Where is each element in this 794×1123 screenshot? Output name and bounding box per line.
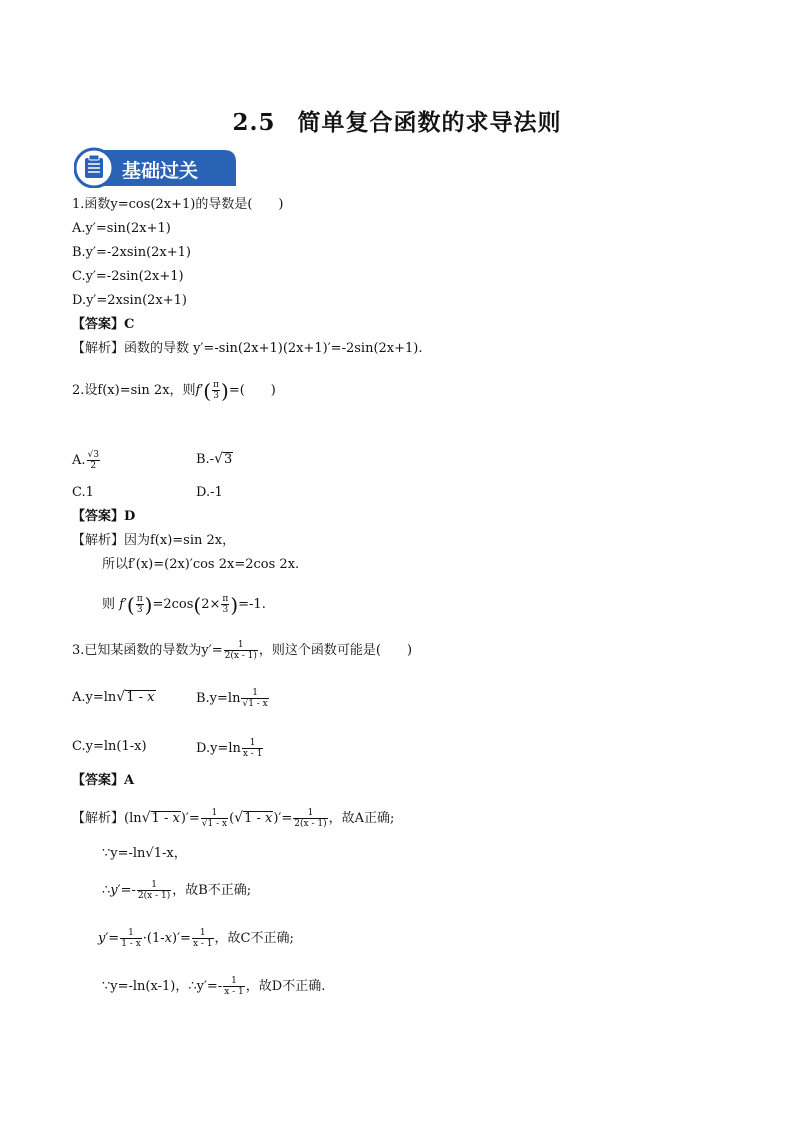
q3-stem-post: ，则这个函数可能是( ) [258, 643, 413, 658]
q3-option-c: C.y=ln(1-x) [72, 739, 147, 754]
q3-stem-pre: 3.已知某函数的导数为y′= [72, 643, 223, 658]
q1-analysis: 【解析】函数的导数 y′=-sin(2x+1)(2x+1)′=-2sin(2x+1). [72, 341, 423, 356]
q3-option-b: B.y=ln $\frac{1}{√1 - x}$ [196, 688, 268, 709]
q3-analysis-1-post: ，故A正确; [328, 811, 395, 826]
q2-option-b-label: B.- [196, 452, 215, 467]
q1-option-d: D.y′=2xsin(2x+1) [72, 293, 187, 308]
section-number: 2.5 [232, 109, 276, 136]
q3-analysis-3: ∴y′=- $\frac{1}{2(x - 1)}$ ，故B不正确; [102, 880, 252, 901]
q3-option-a-label: A.y=ln [72, 690, 117, 705]
q2-option-c: C.1 [72, 485, 94, 500]
q3-analysis-5-pre: ∵y=-ln(x-1)，∴y′=- [102, 979, 223, 994]
q3-analysis-4-post: ，故C不正确; [214, 931, 294, 946]
q2-option-b: B.-√3 [196, 451, 233, 467]
banner-label: 基础过关 [122, 160, 199, 182]
q3-analysis-5: ∵y=-ln(x-1)，∴y′=- $\frac{1}{x - 1}$ ，故D不正确. [102, 976, 326, 997]
q1-option-a: A.y′=sin(2x+1) [72, 221, 171, 236]
q3-answer: 【答案】A [72, 773, 135, 788]
q3-option-d-label: D.y=ln [196, 741, 241, 756]
q2-stem-post: =( ) [228, 383, 276, 398]
q2-option-a-label: A. [72, 453, 86, 468]
section-banner [74, 146, 240, 188]
q2-analysis-3: 则 f′( $\frac{\pi}{3}$ )=2cos(2× $\frac{\pi}{3}$ )=-1. [102, 592, 266, 617]
q1-option-b: B.y′=-2xsin(2x+1) [72, 245, 191, 260]
q1-option-c: C.y′=-2sin(2x+1) [72, 269, 184, 284]
q2-option-a: A. $\frac{√3}{2}$ [72, 450, 99, 471]
q3-analysis-2: ∵y=-ln√1-x， [102, 846, 187, 861]
q2-analysis-2: 所以f′(x)=(2x)′cos 2x=2cos 2x. [102, 557, 300, 572]
q2-analysis-3-post: =-1. [238, 597, 266, 612]
q2-stem-pre: 2.设f(x)=sin 2x，则 [72, 383, 196, 398]
q2-analysis-3-pre: 则 [102, 597, 116, 612]
q3-analysis-4: y′= $\frac{1}{1 - x}$ ·(1-x)′= $\frac{1}{x - 1}$ ，故C不正确; [98, 928, 294, 949]
q1-answer: 【答案】C [72, 317, 135, 332]
q2-analysis-1: 【解析】因为f(x)=sin 2x， [72, 533, 236, 548]
q3-analysis-3-post: ，故B不正确; [172, 883, 252, 898]
q1-stem: 1.函数y=cos(2x+1)的导数是( ) [72, 197, 284, 212]
q3-stem: 3.已知某函数的导数为y′= $\frac{1}{2(x - 1)}$ ，则这个函数可能是( ) [72, 640, 413, 661]
q3-option-b-label: B.y=ln [196, 691, 241, 706]
q3-option-d: D.y=ln $\frac{1}{x - 1}$ [196, 738, 263, 759]
q3-analysis-5-post: ，故D不正确. [245, 979, 326, 994]
pi-over-3: $\frac{\pi}{3}$ [213, 380, 220, 401]
page-title [0, 104, 794, 137]
q2-answer: 【答案】D [72, 509, 136, 524]
q3-analysis-1-pre: 【解析】 [72, 811, 125, 826]
q3-analysis-1: 【解析】(ln√1 - x)′= $\frac{1}{√1 - x}$ (√1 - x)′= $\frac{1}{2(x - 1)}$ ，故A正确; [72, 808, 395, 829]
q2-stem: 2.设f(x)=sin 2x，则f′( $\frac{\pi}{3}$ )=( ) [72, 378, 276, 403]
section-title: 简单复合函数的求导法则 [297, 109, 562, 136]
q2-option-d: D.-1 [196, 485, 223, 500]
q3-option-a: A.y=ln√1 - x [72, 689, 155, 705]
